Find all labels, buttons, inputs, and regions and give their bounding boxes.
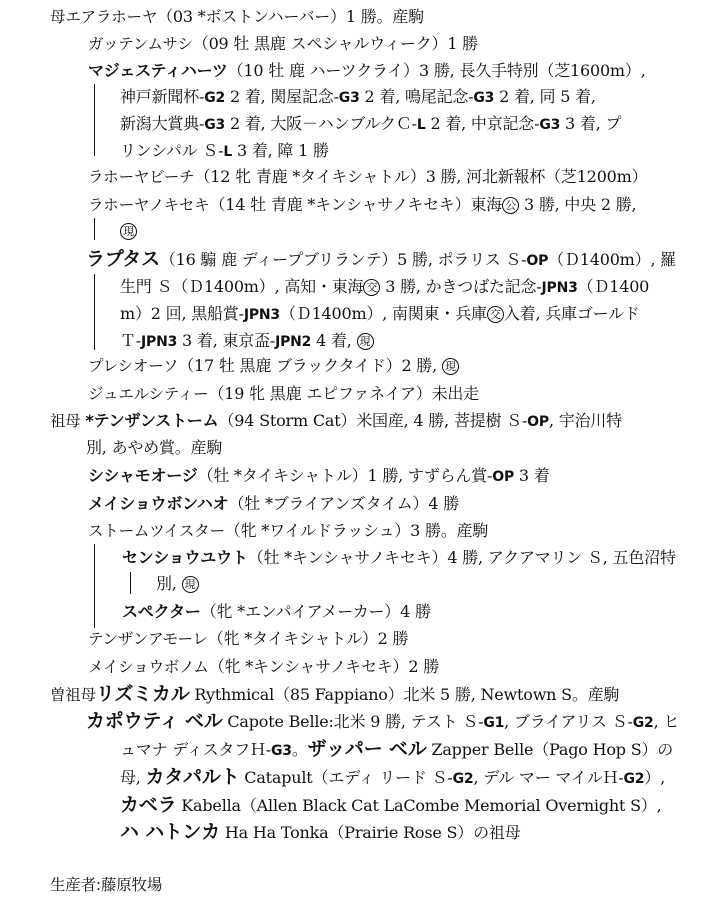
grade-badge: G2 <box>204 90 226 106</box>
grade-badge: G2 <box>452 771 474 787</box>
descendant-name: カベラ <box>120 794 177 816</box>
dam-lead: 母 <box>50 8 66 26</box>
foal-name: シシャモオージ <box>88 466 198 485</box>
grade-badge: G2 <box>632 715 654 731</box>
exchange-race-mark: 交 <box>487 306 504 323</box>
dam-foal-3 <box>88 164 647 190</box>
foal-name: スペクター <box>122 602 201 621</box>
breeder-name: 藤原牧場 <box>100 876 163 894</box>
granddam-foal-5: メイショウボノム（牝 *キンシャサノキセキ）2 勝 <box>88 657 440 676</box>
active-mark: 現 <box>442 358 459 375</box>
grade-badge: G1 <box>483 715 505 731</box>
dam-foal-1 <box>88 31 478 57</box>
grade-badge: JPN3 <box>141 334 178 350</box>
breeder-label: 生産者: <box>50 876 101 894</box>
grade-badge: G3 <box>271 743 292 759</box>
active-mark: 現 <box>182 576 199 593</box>
granddam-lead: 祖母 <box>50 412 81 430</box>
granddam-name: *テンザンストーム <box>85 411 219 430</box>
grade-badge: OP <box>527 414 549 430</box>
grade-badge: JPN3 <box>541 280 578 296</box>
foal-name: センショウユウト <box>122 548 248 567</box>
foal-name: プレシオーソ <box>88 357 179 375</box>
great-granddam-descendants: カポウティ ベル Capote Belle:北米 9 勝, テスト Ｓ-G1, ブライアリス Ｓ-G2, ヒ ュマナ ディスタフＨ-G3。ザッパー ベル Zapper Belle（Pago Hop S）の 母, カタパルト Catapult（エディ リード Ｓ-G2, デル マー マイルＨ-G2）, カベラ Kabella（Allen Black Cat LaCombe Memorial Overnight S）, ハ ハトンカ Ha Ha Tonka（Prairie Rose S）の祖母 <box>86 710 680 843</box>
foal-name: メイショウボノム <box>88 658 209 676</box>
foal-info: （10 牡 鹿 ハーツクライ）3 勝, 長久手特別（芝1600m）, <box>227 61 646 80</box>
dam-foal-4: ラホーヤノキセキ（14 牡 青鹿 *キンシャサノキセキ）東海 公 3 勝, 中央 2 勝, 現 <box>88 195 637 238</box>
dam-name: エアラホーヤ <box>65 8 158 26</box>
grade-badge: JPN3 <box>243 307 280 323</box>
twister-foal-1: センショウユウト（牡 *キンシャサノキセキ）4 勝, アクアマリン Ｓ, 五色沼特 別, 現 <box>122 548 676 593</box>
great-granddam-name: リズミカル <box>95 683 190 705</box>
grade-badge: L <box>223 144 233 160</box>
great-granddam-entry: 曽祖母リズミカル Rythmical（85 Fappiano）北米 5 勝, Newtown S。産駒 <box>50 683 620 705</box>
foal-info: （12 牝 青鹿 *タイキシャトル）3 勝, 河北新報杯（芝1200m） <box>194 167 648 186</box>
granddam-foal-2: メイショウボンハオ（牡 *ブライアンズタイム）4 勝 <box>88 494 460 513</box>
dam-info: （03 *ボストンハーバー）1 勝。産駒 <box>157 7 424 26</box>
foal-name: ストームツイスター <box>88 522 225 540</box>
foal-name: ラプタス <box>86 248 160 270</box>
grade-badge: G3 <box>204 117 226 133</box>
foal-name: テンザンアモーレ <box>88 630 208 648</box>
foal-name: ガッテンムサシ <box>88 35 193 53</box>
grade-badge: G3 <box>539 117 561 133</box>
descendant-name: カポウティ ベル <box>86 710 223 732</box>
twister-foal-2: スペクター（牝 *エンパイアメーカー）4 勝 <box>122 602 431 621</box>
grade-badge: G2 <box>623 771 645 787</box>
descendant-name: ザッパー ベル <box>307 738 427 760</box>
foal-name: ジュエルシティー <box>88 385 209 403</box>
exchange-race-mark: 交 <box>363 279 380 296</box>
active-mark: 現 <box>357 333 374 350</box>
granddam-foal-1: シシャモオージ（牡 *タイキシャトル）1 勝, すずらん賞-OP 3 着 <box>88 466 550 485</box>
grade-badge: G3 <box>338 90 360 106</box>
dam-foal-6: プレシオーソ（17 牡 黒鹿 ブラックタイド）2 勝, 現 <box>88 353 459 379</box>
great-granddam-lead: 曽祖母 <box>50 686 96 704</box>
breeder-line <box>50 872 162 898</box>
granddam-foal-3: ストームツイスター（牝 *ワイルドラッシュ）3 勝。産駒 <box>88 521 489 540</box>
bracket-line <box>94 544 95 628</box>
foal-name: ラホーヤノキセキ <box>88 196 210 214</box>
local-race-mark: 公 <box>502 197 519 214</box>
grade-badge: OP <box>492 469 515 485</box>
foal-info: （09 牡 黒鹿 スペシャルウィーク）1 勝 <box>192 34 478 53</box>
dam-foal-5: ラプタス（16 騸 鹿 ディープブリランテ）5 勝, ポラリス Ｓ-OP（Ｄ1400m）, 羅 生門 Ｓ（Ｄ1400m）, 高知・東海 交 3 勝, かきつばた記念-JPN3（Ｄ1400 m）2 回, 黒船賞-JPN3（Ｄ1400m）, 南関東・兵庫 交 入着, 兵庫ゴールド Ｔ-JPN3 3 着, 東京盃-JPN2 4 着, 現 <box>86 248 677 350</box>
foal-name: マジェスティハーツ <box>88 61 228 80</box>
descendant-name: カタパルト <box>145 766 240 788</box>
dam-foal-2: マジェスティハーツ（10 牡 鹿 ハーツクライ）3 勝, 長久手特別（芝1600m）, 神戸新聞杯-G2 2 着, 関屋記念-G3 2 着, 鳴尾記念-G3 2 着, 同 5 着, 新潟大賞典-G3 2 着, 大阪－ハンブルクＣ-L 2 着, 中京記念-G3 3 着, プ リンシパル Ｓ-L 3 着, 障 1 勝 <box>88 61 646 160</box>
dam-foal-7: ジュエルシティー（19 牝 黒鹿 エピファネイア）未出走 <box>88 384 479 403</box>
grade-badge: L <box>416 117 426 133</box>
foal-name: ラホーヤビーチ <box>88 168 195 186</box>
dam-entry <box>50 4 424 30</box>
active-mark: 現 <box>120 223 137 240</box>
grade-badge: OP <box>526 253 549 269</box>
grade-badge: JPN2 <box>275 334 312 350</box>
granddam-foal-4: テンザンアモーレ（牝 *タイキシャトル）2 勝 <box>88 629 409 648</box>
granddam-entry: 祖母 *テンザンストーム（94 Storm Cat）米国産, 4 勝, 菩提樹 Ｓ-OP, 宇治川特 別, あやめ賞。産駒 <box>50 411 622 457</box>
grade-badge: G3 <box>473 90 495 106</box>
foal-name: メイショウボンハオ <box>88 494 229 513</box>
descendant-name: ハ ハトンカ <box>120 821 221 843</box>
